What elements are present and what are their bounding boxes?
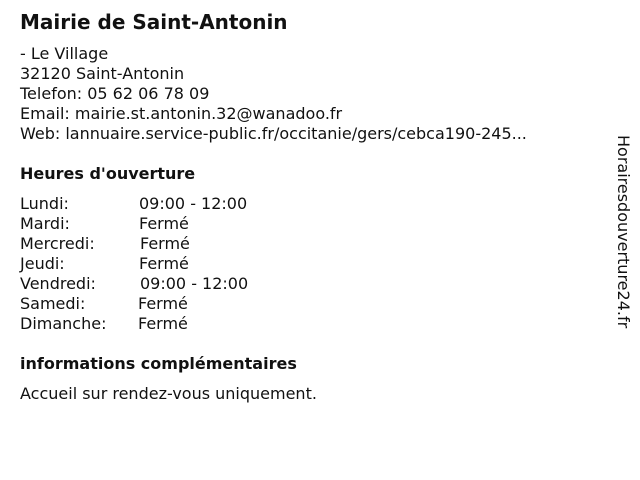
info-text: Accueil sur rendez-vous uniquement. — [20, 384, 317, 403]
day-label: Mardi: — [20, 214, 70, 233]
hours-value: Fermé — [138, 294, 188, 313]
hours-value: Fermé — [140, 234, 190, 253]
page-title: Mairie de Saint-Antonin — [20, 10, 288, 34]
address-street: - Le Village — [20, 44, 109, 63]
day-label: Dimanche: — [20, 314, 107, 333]
hours-value: Fermé — [139, 214, 189, 233]
phone-line: Telefon: 05 62 06 78 09 — [20, 84, 210, 103]
hours-value: 09:00 - 12:00 — [139, 194, 248, 213]
hours-heading: Heures d'ouverture — [20, 164, 196, 183]
site-watermark: Horairesdouverture24.fr — [614, 135, 633, 329]
address-city: 32120 Saint-Antonin — [20, 64, 185, 83]
info-heading: informations complémentaires — [20, 354, 297, 373]
address-block — [20, 44, 527, 144]
day-label: Mercredi: — [20, 234, 95, 253]
email-line: Email: mairie.st.antonin.32@wanadoo.fr — [20, 104, 343, 123]
hours-value: 09:00 - 12:00 — [140, 274, 249, 293]
hours-value: Fermé — [139, 254, 189, 273]
day-label: Vendredi: — [20, 274, 96, 293]
day-label: Jeudi: — [20, 254, 65, 273]
hours-value: Fermé — [138, 314, 188, 333]
day-label: Samedi: — [20, 294, 86, 313]
day-label: Lundi: — [20, 194, 69, 213]
web-line: Web: lannuaire.service-public.fr/occitanie/gers/cebca190-245... — [20, 124, 527, 143]
